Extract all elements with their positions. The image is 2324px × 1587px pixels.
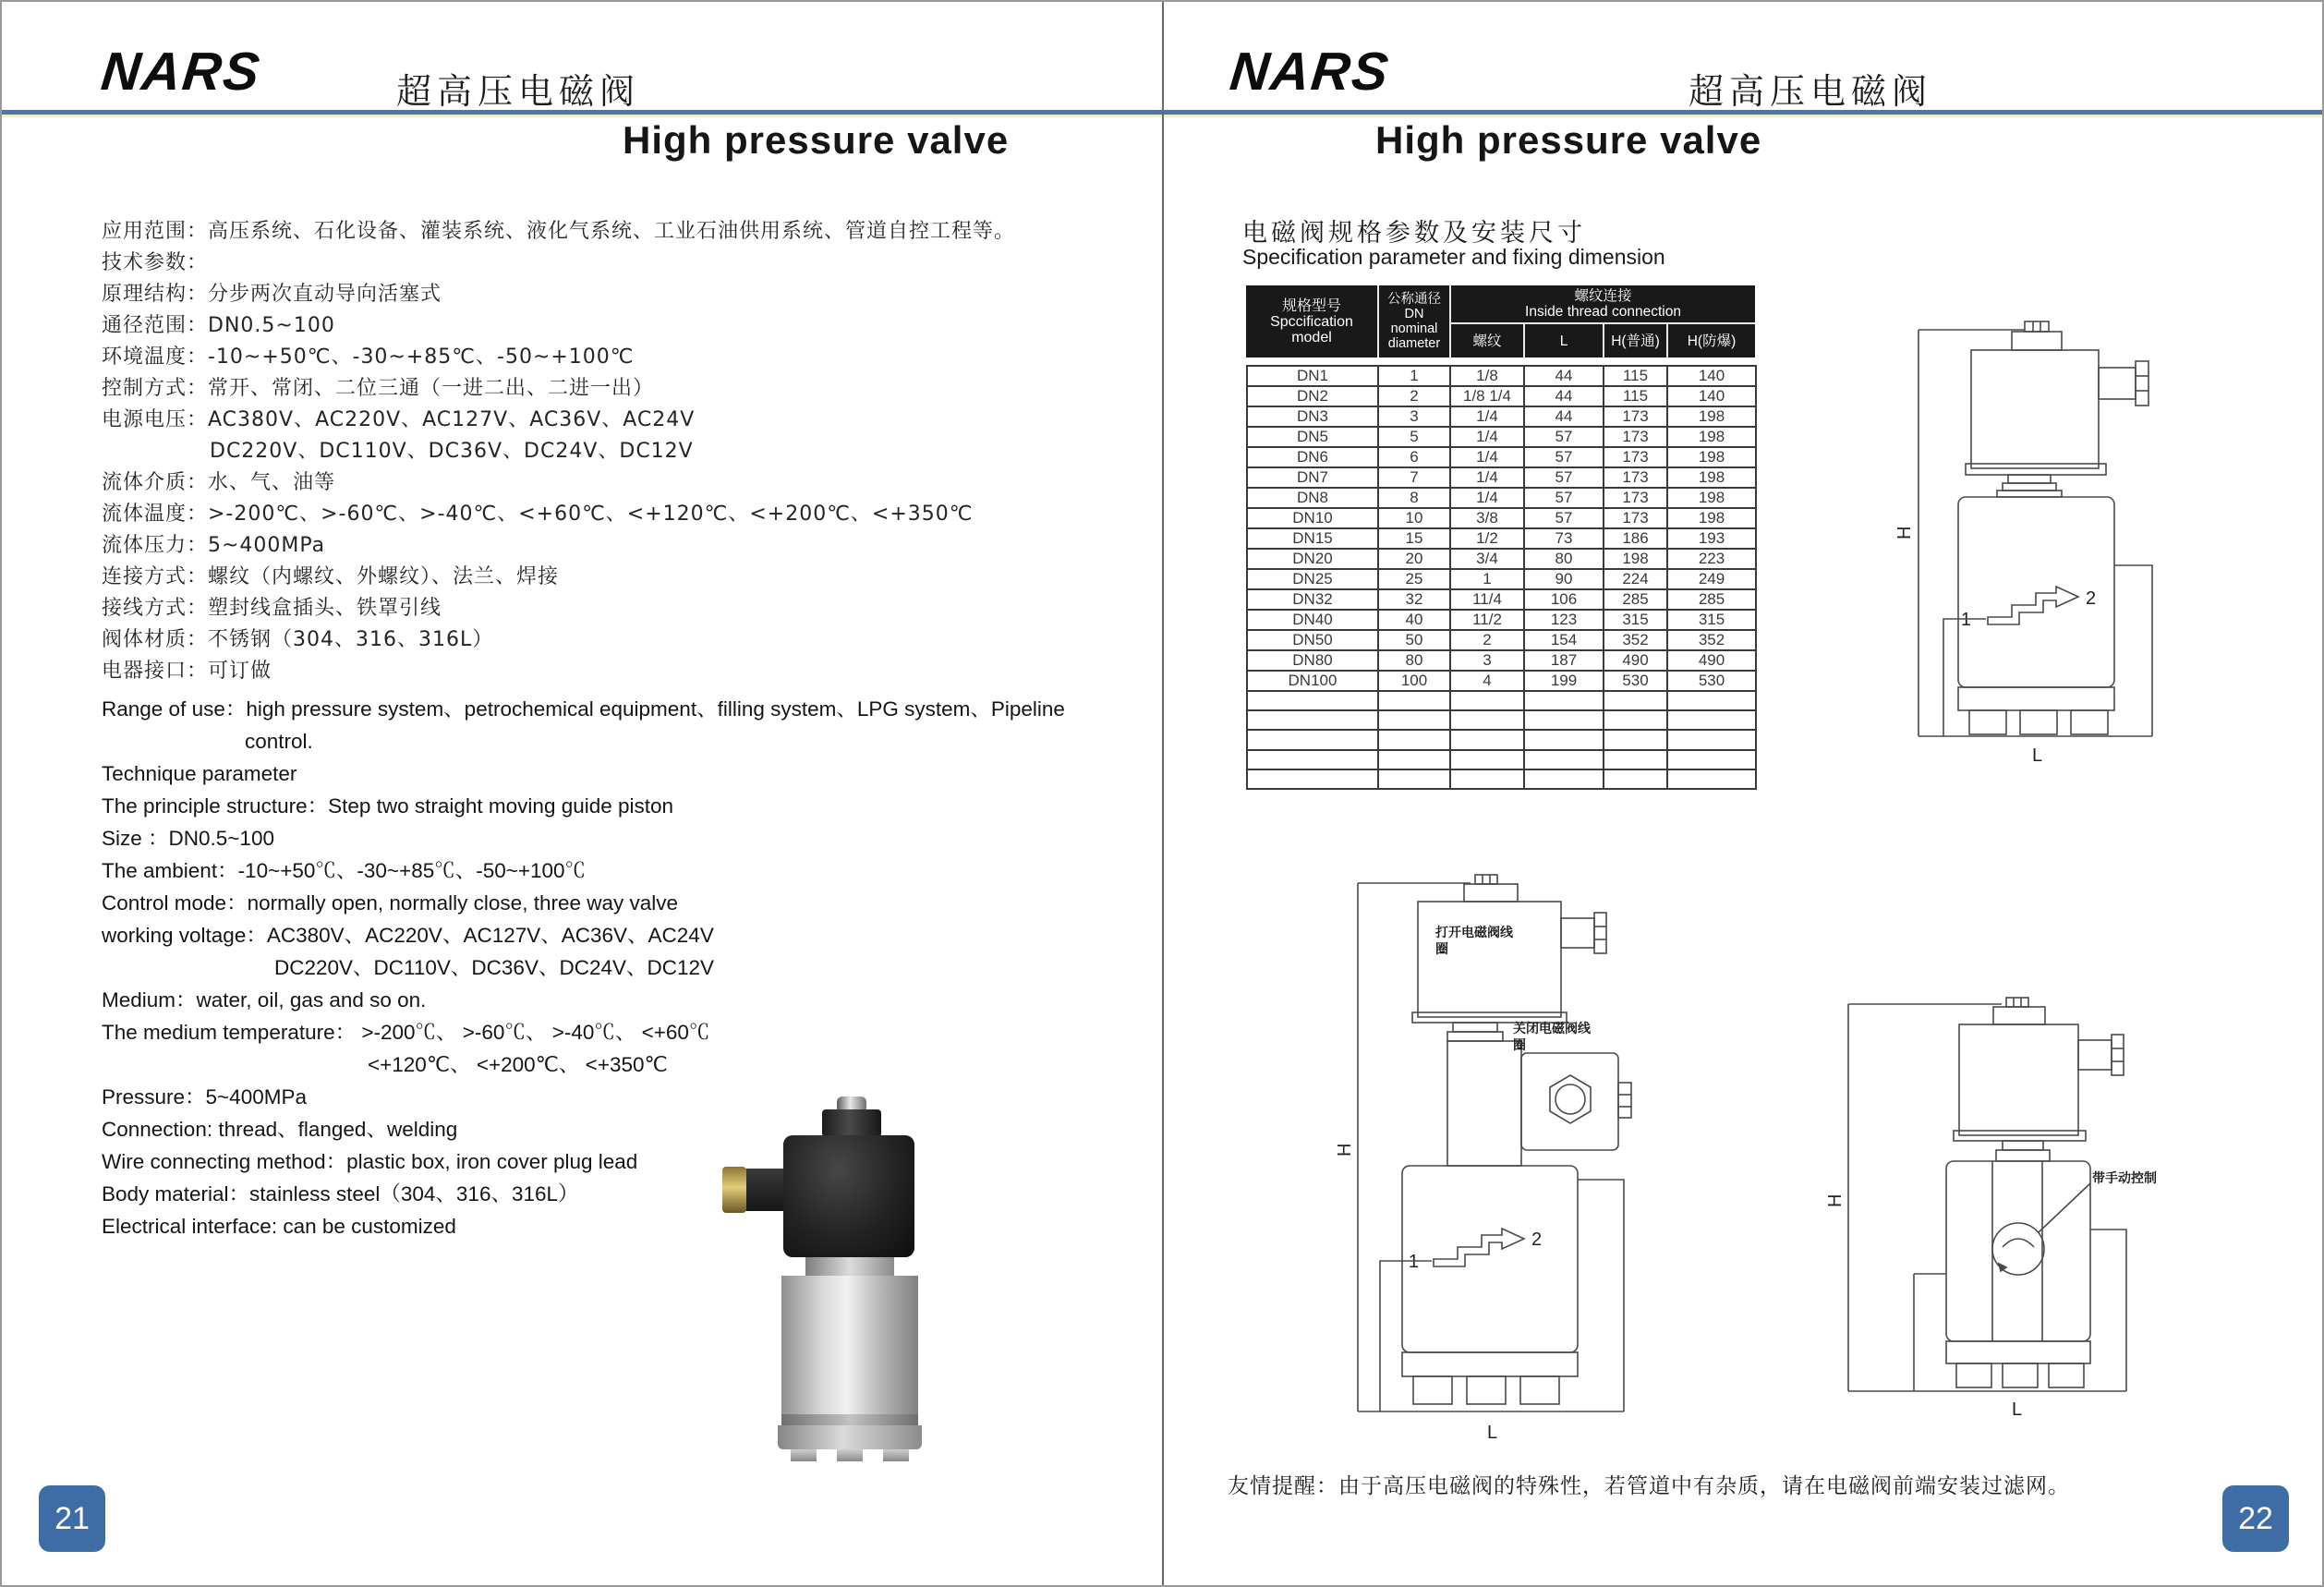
cell-thread: 1/4 bbox=[1450, 406, 1524, 427]
table-row bbox=[1247, 427, 1756, 447]
cell-dn bbox=[1378, 730, 1450, 749]
section-title-cn: 电磁阀规格参数及安装尺寸 bbox=[1242, 219, 1586, 248]
cell-L: 106 bbox=[1524, 589, 1604, 610]
table-row bbox=[1247, 549, 1756, 569]
cell-dn: 2 bbox=[1378, 386, 1450, 406]
table-row bbox=[1247, 671, 1756, 691]
page-divider-line bbox=[1162, 2, 1164, 1587]
cell-thread bbox=[1450, 691, 1524, 710]
dimension-drawing-double-coil bbox=[1332, 861, 1651, 1452]
cell-H-normal: 490 bbox=[1604, 650, 1667, 671]
cell-thread: 1/4 bbox=[1450, 467, 1524, 488]
cell-H-exproof: 193 bbox=[1667, 528, 1756, 549]
port-2-label: 2 bbox=[2086, 588, 2097, 609]
cell-model: DN1 bbox=[1247, 366, 1378, 386]
cell-dn: 50 bbox=[1378, 630, 1450, 650]
table-row bbox=[1247, 630, 1756, 650]
cell-H-exproof: 198 bbox=[1667, 406, 1756, 427]
photo-neck bbox=[805, 1257, 894, 1276]
cell-model: DN10 bbox=[1247, 508, 1378, 528]
cell-dn: 32 bbox=[1378, 589, 1450, 610]
cell-thread bbox=[1450, 750, 1524, 769]
photo-coil-body bbox=[783, 1135, 914, 1257]
cell-H-normal: 173 bbox=[1604, 427, 1667, 447]
page-number-badge-right: 22 bbox=[2222, 1485, 2289, 1552]
cell-dn bbox=[1378, 710, 1450, 730]
cell-H-normal: 186 bbox=[1604, 528, 1667, 549]
spec-line-en: Size ：DN0.5~100 bbox=[102, 827, 274, 850]
spec-line-en: control. bbox=[245, 730, 313, 753]
spec-table bbox=[1246, 365, 1757, 790]
cell-L: 57 bbox=[1524, 427, 1604, 447]
col-header-thread: 螺纹 bbox=[1449, 324, 1523, 357]
cell-H-normal bbox=[1604, 710, 1667, 730]
spec-text-en bbox=[102, 693, 1136, 1242]
cell-model bbox=[1247, 710, 1378, 730]
cell-H-exproof bbox=[1667, 730, 1756, 749]
page-title-en-right: High pressure valve bbox=[1375, 118, 1762, 162]
close-coil-label2: 圈 bbox=[1513, 1038, 1526, 1053]
cell-model: DN32 bbox=[1247, 589, 1378, 610]
spec-line-en: Pressure：5~400MPa bbox=[102, 1085, 307, 1108]
cell-L bbox=[1524, 750, 1604, 769]
cell-H-normal: 173 bbox=[1604, 467, 1667, 488]
cell-dn: 5 bbox=[1378, 427, 1450, 447]
product-photo bbox=[741, 1050, 972, 1461]
cell-thread: 2 bbox=[1450, 630, 1524, 650]
cell-model: DN15 bbox=[1247, 528, 1378, 549]
col-header-thread-group: 螺纹连接 Inside thread connection bbox=[1449, 285, 1755, 324]
dim-h-label: H bbox=[1894, 526, 1915, 539]
photo-foot bbox=[837, 1449, 863, 1461]
cell-H-normal bbox=[1604, 750, 1667, 769]
cell-dn bbox=[1378, 691, 1450, 710]
spec-line-cn: 流体压力：5~400MPa bbox=[102, 534, 326, 557]
cell-L: 73 bbox=[1524, 528, 1604, 549]
brand-logo-left: NARS bbox=[98, 42, 264, 102]
cell-L bbox=[1524, 730, 1604, 749]
cell-H-exproof: 140 bbox=[1667, 386, 1756, 406]
col-header-dn: 公称通径 DN nominal diameter bbox=[1377, 285, 1449, 357]
cell-L: 44 bbox=[1524, 386, 1604, 406]
cell-H-normal: 530 bbox=[1604, 671, 1667, 691]
cell-H-exproof: 140 bbox=[1667, 366, 1756, 386]
port-1-label: 1 bbox=[1408, 1252, 1419, 1272]
cell-model: DN20 bbox=[1247, 549, 1378, 569]
spec-line-en: DC220V、DC110V、DC36V、DC24V、DC12V bbox=[274, 956, 715, 979]
page-title-cn-left: 超高压电磁阀 bbox=[396, 71, 641, 112]
table-row bbox=[1247, 769, 1756, 789]
spec-line-en: Control mode：normally open, normally close, three way valve bbox=[102, 891, 679, 915]
cell-H-exproof: 285 bbox=[1667, 589, 1756, 610]
spec-line-en: Electrical interface: can be customized bbox=[102, 1215, 456, 1238]
cell-model: DN40 bbox=[1247, 610, 1378, 630]
spec-line-cn: 应用范围：高压系统、石化设备、灌装系统、液化气系统、工业石油供用系统、管道自控工程等。 bbox=[102, 220, 1016, 243]
cell-dn: 40 bbox=[1378, 610, 1450, 630]
cell-H-exproof: 530 bbox=[1667, 671, 1756, 691]
cell-dn: 25 bbox=[1378, 569, 1450, 589]
cell-dn: 20 bbox=[1378, 549, 1450, 569]
cell-thread: 1/2 bbox=[1450, 528, 1524, 549]
cell-H-exproof bbox=[1667, 750, 1756, 769]
table-row bbox=[1247, 386, 1756, 406]
cell-H-normal: 173 bbox=[1604, 508, 1667, 528]
col-header-model: 规格型号 Spccification model bbox=[1270, 297, 1353, 345]
col-header-H-exproof: H(防爆) bbox=[1666, 324, 1755, 357]
dim-l-label: L bbox=[1487, 1423, 1498, 1443]
cell-thread: 3/4 bbox=[1450, 549, 1524, 569]
cell-dn: 10 bbox=[1378, 508, 1450, 528]
photo-foot bbox=[791, 1449, 817, 1461]
close-coil-label: 关闭电磁阀线 bbox=[1513, 1022, 1591, 1036]
cell-H-exproof: 198 bbox=[1667, 447, 1756, 467]
cell-L: 154 bbox=[1524, 630, 1604, 650]
dimension-drawing-manual bbox=[1825, 981, 2157, 1434]
cell-L: 57 bbox=[1524, 508, 1604, 528]
cell-thread: 3 bbox=[1450, 650, 1524, 671]
cell-thread: 1 bbox=[1450, 569, 1524, 589]
cell-L: 57 bbox=[1524, 467, 1604, 488]
col-header-H-normal: H(普通) bbox=[1603, 324, 1666, 357]
cell-thread: 1/8 bbox=[1450, 366, 1524, 386]
cell-H-exproof: 223 bbox=[1667, 549, 1756, 569]
spec-line-cn: 原理结构：分步两次直动导向活塞式 bbox=[102, 283, 442, 306]
cell-thread: 1/4 bbox=[1450, 427, 1524, 447]
photo-base-flange bbox=[778, 1425, 922, 1449]
cell-H-exproof: 198 bbox=[1667, 508, 1756, 528]
table-row bbox=[1247, 406, 1756, 427]
cell-H-normal: 352 bbox=[1604, 630, 1667, 650]
photo-body-band bbox=[781, 1414, 918, 1425]
table-row bbox=[1247, 610, 1756, 630]
photo-steel-body bbox=[781, 1276, 918, 1414]
page-title-en-left: High pressure valve bbox=[623, 118, 1010, 162]
table-row bbox=[1247, 710, 1756, 730]
cell-L: 123 bbox=[1524, 610, 1604, 630]
cell-L: 57 bbox=[1524, 447, 1604, 467]
cell-L bbox=[1524, 710, 1604, 730]
table-row bbox=[1247, 750, 1756, 769]
cell-model bbox=[1247, 750, 1378, 769]
cell-H-normal bbox=[1604, 730, 1667, 749]
cell-thread: 1/4 bbox=[1450, 488, 1524, 508]
spec-line-en: Body material：stainless steel（304、316、316L） bbox=[102, 1182, 579, 1205]
spec-line-cn: 电器接口：可订做 bbox=[102, 660, 272, 683]
col-header-L: L bbox=[1523, 324, 1603, 357]
cell-L: 44 bbox=[1524, 406, 1604, 427]
brand-logo-right: NARS bbox=[1227, 42, 1393, 102]
spec-line-en: Technique parameter bbox=[102, 762, 297, 785]
cell-H-normal: 224 bbox=[1604, 569, 1667, 589]
cell-thread: 11/2 bbox=[1450, 610, 1524, 630]
table-row bbox=[1247, 447, 1756, 467]
spec-line-en: Connection: thread、flanged、welding bbox=[102, 1118, 458, 1141]
cell-model: DN3 bbox=[1247, 406, 1378, 427]
cell-H-exproof: 198 bbox=[1667, 488, 1756, 508]
port-2-label: 2 bbox=[1531, 1230, 1543, 1250]
spec-table-header bbox=[1246, 285, 1755, 357]
cell-model: DN2 bbox=[1247, 386, 1378, 406]
table-row bbox=[1247, 366, 1756, 386]
cell-H-exproof: 490 bbox=[1667, 650, 1756, 671]
cell-L: 90 bbox=[1524, 569, 1604, 589]
spec-line-cn: 接线方式：塑封线盒插头、铁罩引线 bbox=[102, 597, 442, 620]
cell-H-normal: 285 bbox=[1604, 589, 1667, 610]
cell-H-normal: 173 bbox=[1604, 488, 1667, 508]
cell-H-exproof: 352 bbox=[1667, 630, 1756, 650]
cell-model: DN25 bbox=[1247, 569, 1378, 589]
spec-line-en: The medium temperature： >-200℃、 >-60℃、 >-40℃、 <+60℃ bbox=[102, 1021, 710, 1044]
table-row bbox=[1247, 730, 1756, 749]
cell-L: 57 bbox=[1524, 488, 1604, 508]
port-1-label: 1 bbox=[1960, 610, 1971, 630]
table-row bbox=[1247, 650, 1756, 671]
table-row bbox=[1247, 467, 1756, 488]
table-row bbox=[1247, 569, 1756, 589]
cell-dn: 7 bbox=[1378, 467, 1450, 488]
dim-h-label: H bbox=[1825, 1193, 1846, 1207]
spec-line-cn: 电源电压：AC380V、AC220V、AC127V、AC36V、AC24V bbox=[102, 408, 696, 431]
cell-model: DN6 bbox=[1247, 447, 1378, 467]
section-title-en: Specification parameter and fixing dimension bbox=[1242, 245, 1665, 269]
spec-line-en: working voltage：AC380V、AC220V、AC127V、AC36V、AC24V bbox=[102, 924, 714, 947]
table-row bbox=[1247, 528, 1756, 549]
cell-H-exproof bbox=[1667, 691, 1756, 710]
cell-thread: 1/8 1/4 bbox=[1450, 386, 1524, 406]
cell-dn: 80 bbox=[1378, 650, 1450, 671]
cell-dn bbox=[1378, 750, 1450, 769]
cell-model: DN5 bbox=[1247, 427, 1378, 447]
cell-model: DN80 bbox=[1247, 650, 1378, 671]
cell-H-exproof bbox=[1667, 710, 1756, 730]
photo-foot bbox=[883, 1449, 909, 1461]
cell-model: DN7 bbox=[1247, 467, 1378, 488]
cell-dn: 3 bbox=[1378, 406, 1450, 427]
spec-line-en: Wire connecting method：plastic box, iron cover plug lead bbox=[102, 1150, 638, 1173]
cell-H-normal bbox=[1604, 769, 1667, 789]
photo-conduit-arm bbox=[741, 1169, 789, 1211]
spec-line-cn: 环境温度：-10~+50℃、-30~+85℃、-50~+100℃ bbox=[102, 345, 635, 369]
cell-H-normal: 173 bbox=[1604, 406, 1667, 427]
cell-L: 199 bbox=[1524, 671, 1604, 691]
cell-L bbox=[1524, 691, 1604, 710]
cell-L: 44 bbox=[1524, 366, 1604, 386]
cell-thread: 11/4 bbox=[1450, 589, 1524, 610]
cell-thread: 4 bbox=[1450, 671, 1524, 691]
cell-H-normal: 173 bbox=[1604, 447, 1667, 467]
dim-l-label: L bbox=[2012, 1399, 2023, 1420]
cell-thread: 1/4 bbox=[1450, 447, 1524, 467]
spec-line-en: Range of use：high pressure system、petrochemical equipment、filling system、LPG system、Pipeline bbox=[102, 697, 1065, 721]
cell-thread bbox=[1450, 769, 1524, 789]
table-row bbox=[1247, 508, 1756, 528]
cell-H-exproof: 249 bbox=[1667, 569, 1756, 589]
cell-model bbox=[1247, 691, 1378, 710]
cell-dn bbox=[1378, 769, 1450, 789]
spec-line-cn: 控制方式：常开、常闭、二位三通（一进二出、二进一出） bbox=[102, 377, 655, 400]
cell-H-normal: 315 bbox=[1604, 610, 1667, 630]
page-number-badge-left: 21 bbox=[39, 1485, 105, 1552]
friendly-reminder-note: 友情提醒：由于高压电磁阀的特殊性，若管道中有杂质，请在电磁阀前端安装过滤网。 bbox=[1228, 1474, 2070, 1498]
cell-dn: 15 bbox=[1378, 528, 1450, 549]
dim-h-label: H bbox=[1335, 1143, 1355, 1157]
spec-line-en: Medium：water, oil, gas and so on. bbox=[102, 988, 427, 1012]
cell-L bbox=[1524, 769, 1604, 789]
cell-L: 80 bbox=[1524, 549, 1604, 569]
cell-model bbox=[1247, 769, 1378, 789]
cell-dn: 100 bbox=[1378, 671, 1450, 691]
page-title-cn-right: 超高压电磁阀 bbox=[1689, 71, 1933, 112]
cell-H-normal: 198 bbox=[1604, 549, 1667, 569]
cell-thread: 3/8 bbox=[1450, 508, 1524, 528]
photo-coil-cap bbox=[822, 1109, 881, 1137]
spec-text-cn bbox=[102, 216, 1136, 687]
spec-line-en: The principle structure：Step two straight moving guide piston bbox=[102, 794, 674, 818]
cell-H-normal: 115 bbox=[1604, 386, 1667, 406]
spec-line-cn: 通径范围：DN0.5~100 bbox=[102, 314, 335, 337]
cell-H-normal bbox=[1604, 691, 1667, 710]
spec-line-cn: 流体温度：>-200℃、>-60℃、>-40℃、<+60℃、<+120℃、<+200℃、<+350℃ bbox=[102, 503, 974, 526]
cell-H-exproof: 198 bbox=[1667, 427, 1756, 447]
cell-dn: 6 bbox=[1378, 447, 1450, 467]
table-row bbox=[1247, 488, 1756, 508]
table-row bbox=[1247, 691, 1756, 710]
cell-model: DN8 bbox=[1247, 488, 1378, 508]
spec-line-cn: 技术参数： bbox=[102, 251, 209, 274]
spec-line-cn: 流体介质：水、气、油等 bbox=[102, 471, 336, 494]
dim-l-label: L bbox=[2032, 745, 2043, 766]
dimension-drawing-basic bbox=[1868, 307, 2173, 778]
cell-H-exproof: 198 bbox=[1667, 467, 1756, 488]
cell-dn: 8 bbox=[1378, 488, 1450, 508]
spec-line-cn: 连接方式：螺纹（内螺纹、外螺纹）、法兰、焊接 bbox=[102, 565, 560, 588]
open-coil-label2: 圈 bbox=[1435, 942, 1448, 957]
cell-H-exproof: 315 bbox=[1667, 610, 1756, 630]
manual-control-label: 带手动控制 bbox=[2092, 1171, 2157, 1186]
spec-line-en: The ambient：-10~+50℃、-30~+85℃、-50~+100℃ bbox=[102, 859, 587, 882]
spec-line-en: <+120℃、 <+200℃、 <+350℃ bbox=[368, 1053, 668, 1076]
cell-thread bbox=[1450, 730, 1524, 749]
table-row bbox=[1247, 589, 1756, 610]
spec-line-cn: DC220V、DC110V、DC36V、DC24V、DC12V bbox=[210, 440, 694, 463]
cell-H-exproof bbox=[1667, 769, 1756, 789]
cell-L: 187 bbox=[1524, 650, 1604, 671]
spec-line-cn: 阀体材质：不锈钢（304、316、316L） bbox=[102, 628, 494, 651]
photo-brass-nut bbox=[722, 1167, 746, 1213]
cell-model: DN50 bbox=[1247, 630, 1378, 650]
cell-model bbox=[1247, 730, 1378, 749]
open-coil-label: 打开电磁阀线 bbox=[1435, 926, 1513, 940]
cell-H-normal: 115 bbox=[1604, 366, 1667, 386]
cell-thread bbox=[1450, 710, 1524, 730]
cell-dn: 1 bbox=[1378, 366, 1450, 386]
cell-model: DN100 bbox=[1247, 671, 1378, 691]
